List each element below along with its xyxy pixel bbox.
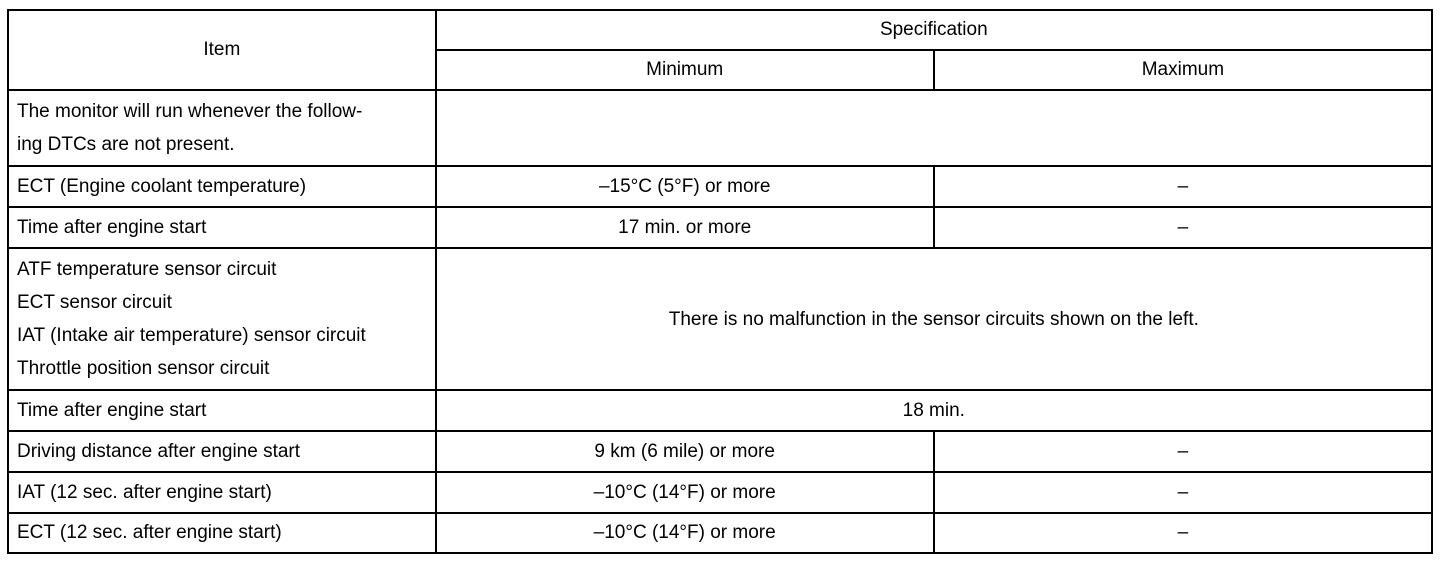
item-line: ECT sensor circuit	[17, 292, 172, 313]
item-cell: Time after engine start	[8, 390, 436, 431]
table-row	[8, 390, 1432, 431]
item-line: The monitor will run whenever the follow-	[17, 101, 363, 122]
table-header-row	[8, 10, 1432, 50]
item-cell	[8, 90, 436, 166]
minimum-cell: –10°C (14°F) or more	[436, 513, 934, 553]
spec-cell: There is no malfunction in the sensor circuits shown on the left.	[436, 248, 1432, 390]
header-specification: Specification	[436, 10, 1432, 50]
table-row	[8, 431, 1432, 472]
maximum-cell: –	[934, 207, 1432, 248]
item-line: ATF temperature sensor circuit	[17, 259, 277, 280]
item-line: IAT (Intake air temperature) sensor circuit	[17, 325, 366, 346]
header-item: Item	[8, 10, 436, 90]
spec-cell: 18 min.	[436, 390, 1432, 431]
item-cell: Driving distance after engine start	[8, 431, 436, 472]
item-line: Throttle position sensor circuit	[17, 358, 270, 379]
maximum-cell: –	[934, 166, 1432, 207]
minimum-cell: –15°C (5°F) or more	[436, 166, 934, 207]
item-cell: IAT (12 sec. after engine start)	[8, 472, 436, 513]
table-row	[8, 513, 1432, 553]
item-cell	[8, 248, 436, 390]
table-row	[8, 90, 1432, 166]
item-line: ing DTCs are not present.	[17, 134, 235, 155]
maximum-cell: –	[934, 513, 1432, 553]
minimum-cell: 17 min. or more	[436, 207, 934, 248]
maximum-cell: –	[934, 431, 1432, 472]
specification-table	[7, 9, 1433, 554]
minimum-cell: 9 km (6 mile) or more	[436, 431, 934, 472]
minimum-cell: –10°C (14°F) or more	[436, 472, 934, 513]
header-minimum: Minimum	[436, 50, 934, 90]
table-row	[8, 207, 1432, 248]
item-cell: ECT (12 sec. after engine start)	[8, 513, 436, 553]
item-cell: ECT (Engine coolant temperature)	[8, 166, 436, 207]
spec-cell	[436, 90, 1432, 166]
maximum-cell: –	[934, 472, 1432, 513]
item-cell: Time after engine start	[8, 207, 436, 248]
header-maximum: Maximum	[934, 50, 1432, 90]
table-row	[8, 248, 1432, 390]
table-row	[8, 166, 1432, 207]
table-row	[8, 472, 1432, 513]
